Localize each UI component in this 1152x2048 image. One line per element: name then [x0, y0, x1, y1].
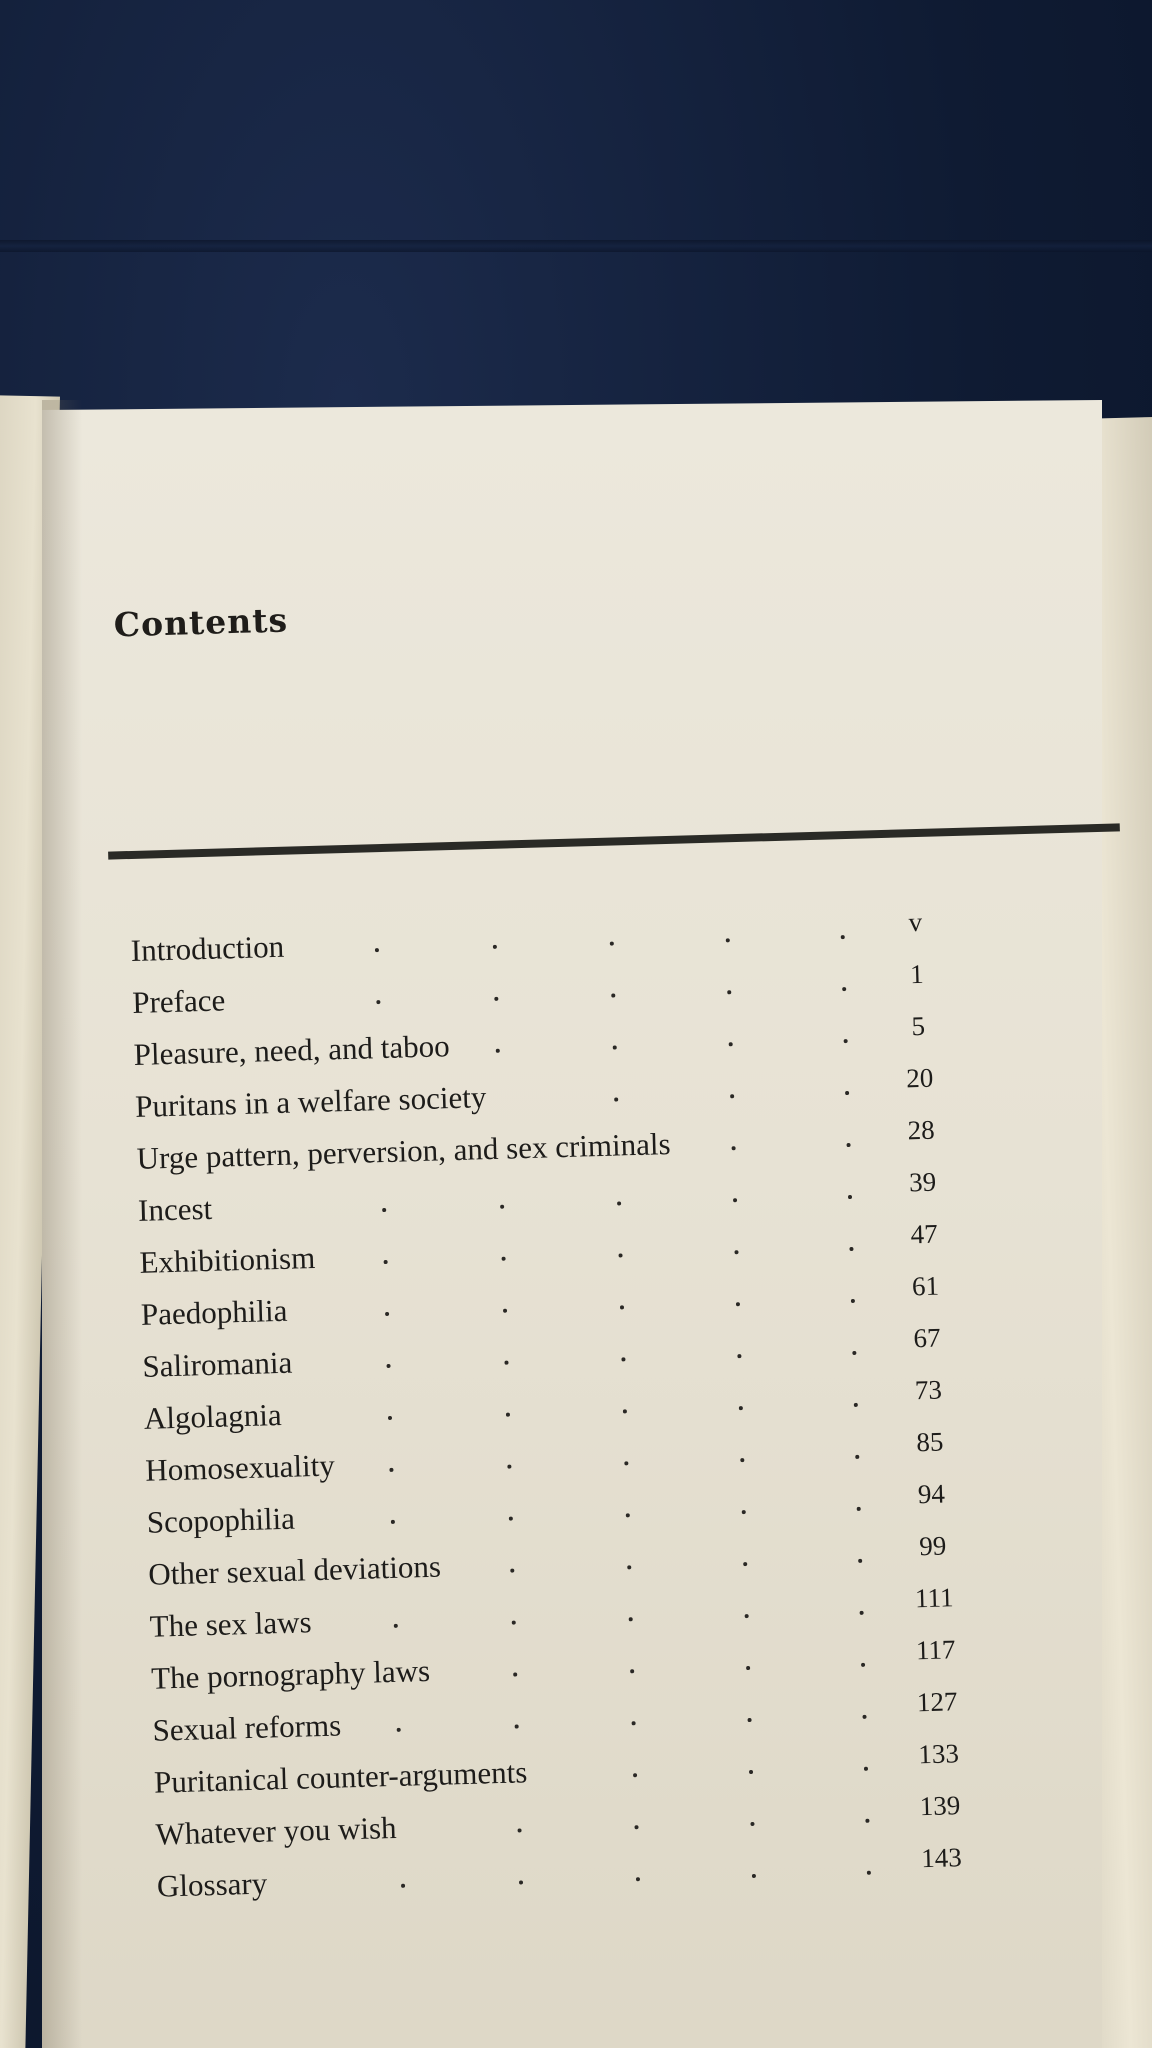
leader-dot: [867, 1871, 871, 1875]
contents-heading: Contents: [113, 600, 289, 645]
leader-dot: [729, 1042, 733, 1046]
leader-dot: [730, 1094, 734, 1098]
toc-entry-page-number: 85: [915, 1426, 944, 1458]
toc-entry-page-number: v: [908, 906, 923, 938]
leader-dot: [397, 1728, 401, 1732]
leader-dot: [519, 1880, 523, 1884]
toc-entry-title: Urge pattern, perversion, and sex criminals: [136, 1126, 671, 1176]
leader-dot: [860, 1611, 864, 1615]
leader-dot: [844, 1039, 848, 1043]
toc-entry-page-number: 28: [907, 1114, 936, 1146]
leader-dot: [389, 1468, 393, 1472]
leader-dot: [633, 1773, 637, 1777]
leader-dot: [636, 1877, 640, 1881]
leader-dot: [845, 1091, 849, 1095]
leader-dot: [503, 1309, 507, 1313]
toc-entry-title: Preface: [131, 982, 226, 1020]
leader-dot: [394, 1624, 398, 1628]
leader-dot: [620, 1305, 624, 1309]
leader-dot: [739, 1406, 743, 1410]
leader-dot: [385, 1312, 389, 1316]
toc-entry-page-number: 61: [911, 1270, 940, 1302]
leader-dot: [727, 990, 731, 994]
toc-entry-page-number: 73: [914, 1374, 943, 1406]
toc-entry-page-number: 111: [914, 1582, 954, 1614]
leader-dot: [627, 1565, 631, 1569]
leader-dot: [865, 1819, 869, 1823]
toc-entry-title: Sexual reforms: [152, 1707, 342, 1748]
leader-dot: [518, 1828, 522, 1832]
toc-entry-page-number: 143: [920, 1842, 963, 1874]
toc-entry-title: Pleasure, need, and taboo: [133, 1028, 451, 1072]
leader-dot: [613, 1045, 617, 1049]
leader-dot: [848, 1195, 852, 1199]
leader-dot: [630, 1669, 634, 1673]
leader-dot: [493, 945, 497, 949]
leader-dot: [733, 1198, 737, 1202]
leader-dot: [743, 1562, 747, 1566]
leader-dot: [610, 942, 614, 946]
leader-dot: [854, 1403, 858, 1407]
leader-dot: [861, 1663, 865, 1667]
leader-dot: [858, 1559, 862, 1563]
leader-dot: [384, 1260, 388, 1264]
leader-dot: [382, 1208, 386, 1212]
leader-dot: [509, 1517, 513, 1521]
leader-dot: [388, 1416, 392, 1420]
toc-entry-page-number: 20: [905, 1062, 934, 1094]
leader-dot: [852, 1351, 856, 1355]
leader-dot: [617, 1201, 621, 1205]
leader-dot: [855, 1455, 859, 1459]
leader-dot: [500, 1205, 504, 1209]
leader-dot: [626, 1513, 630, 1517]
leader-dot: [632, 1721, 636, 1725]
leader-dot: [746, 1666, 750, 1670]
toc-entry-title: Saliromania: [141, 1344, 293, 1384]
toc-entry-title: Glossary: [156, 1865, 268, 1904]
toc-entry-page-number: 47: [910, 1218, 938, 1250]
leader-dot: [634, 1825, 638, 1829]
leader-dot: [502, 1257, 506, 1261]
leader-dot: [401, 1884, 405, 1888]
leader-dot: [507, 1465, 511, 1469]
leader-dot: [842, 987, 846, 991]
toc-entry-page-number: 139: [919, 1790, 961, 1822]
leader-dot: [506, 1413, 510, 1417]
leader-dot: [629, 1617, 633, 1621]
toc-entry-page-number: 39: [908, 1166, 937, 1198]
leader-dot: [726, 938, 730, 942]
toc-entry-title: Puritans in a welfare society: [134, 1079, 487, 1124]
leader-dot: [742, 1510, 746, 1514]
toc-entry-title: Scopophilia: [146, 1500, 296, 1540]
leader-dot: [515, 1724, 519, 1728]
toc-entry-title: Exhibitionism: [139, 1239, 316, 1280]
toc-entry-title: The pornography laws: [150, 1652, 431, 1696]
leader-dot: [623, 1409, 627, 1413]
leader-dot: [857, 1507, 861, 1511]
leader-dot: [737, 1354, 741, 1358]
leader-dot: [745, 1614, 749, 1618]
toc-entry-title: Other sexual deviations: [147, 1548, 442, 1592]
leader-dot: [732, 1146, 736, 1150]
leader-dot: [736, 1302, 740, 1306]
leader-dot: [841, 935, 845, 939]
toc-entry-page-number: 99: [918, 1530, 947, 1562]
leader-dot: [611, 993, 615, 997]
toc-entry-title: Homosexuality: [144, 1447, 336, 1488]
leader-dot: [750, 1822, 754, 1826]
toc-entry-page-number: 117: [915, 1634, 956, 1666]
leader-dot: [851, 1299, 855, 1303]
leader-dot: [614, 1097, 618, 1101]
leader-dot: [847, 1143, 851, 1147]
toc-entry-page-number: 67: [913, 1322, 941, 1354]
leader-dot: [748, 1718, 752, 1722]
toc-entry-page-number: 1: [909, 958, 924, 990]
leader-dot: [376, 1000, 380, 1004]
toc-entry-title: Algolagnia: [143, 1396, 283, 1436]
leader-dot: [734, 1250, 738, 1254]
leader-dot: [391, 1520, 395, 1524]
leader-dot: [513, 1672, 517, 1676]
toc-entry-title: Whatever you wish: [155, 1809, 397, 1852]
leader-dot: [496, 1049, 500, 1053]
toc-entry-page-number: 94: [917, 1478, 946, 1510]
toc-entry-page-number: 133: [917, 1738, 960, 1770]
leader-dot: [624, 1461, 628, 1465]
leader-dot: [386, 1364, 390, 1368]
leader-dot: [862, 1715, 866, 1719]
toc-entry-title: Incest: [137, 1190, 213, 1228]
leader-dot: [512, 1621, 516, 1625]
toc-entry-title: Paedophilia: [140, 1292, 288, 1332]
leader-dot: [494, 997, 498, 1001]
toc-entry-title: The sex laws: [149, 1604, 312, 1644]
leader-dot: [375, 948, 379, 952]
leader-dot: [504, 1361, 508, 1365]
leader-dot: [621, 1357, 625, 1361]
leader-dot: [619, 1253, 623, 1257]
toc-entry-title: Puritanical counter-arguments: [153, 1754, 528, 1800]
leader-dot: [510, 1569, 514, 1573]
toc-entry-page-number: 5: [911, 1010, 926, 1042]
leader-dot: [864, 1767, 868, 1771]
toc-entry-page-number: 127: [916, 1686, 958, 1718]
leader-dot: [749, 1770, 753, 1774]
leader-dot: [740, 1458, 744, 1462]
leader-dot: [849, 1247, 853, 1251]
toc-entry-title: Introduction: [130, 928, 285, 968]
leader-dot: [752, 1874, 756, 1878]
